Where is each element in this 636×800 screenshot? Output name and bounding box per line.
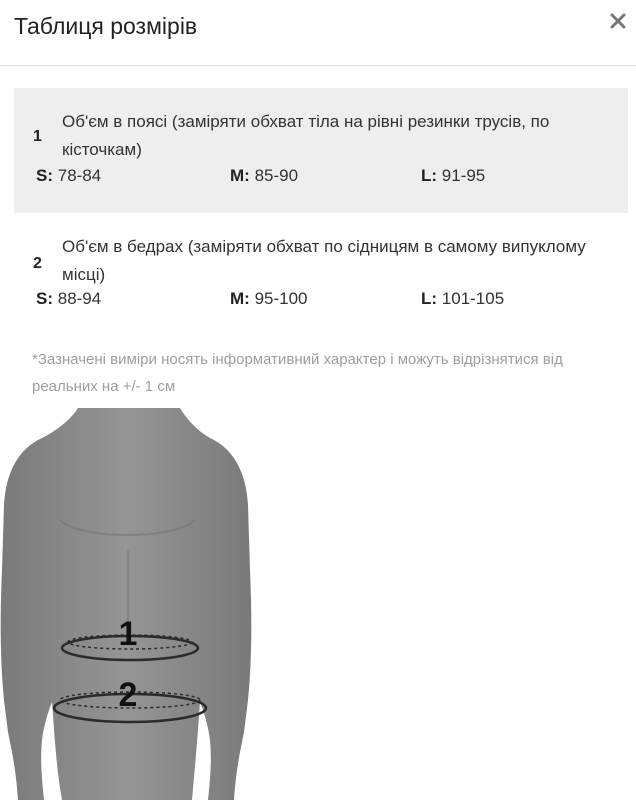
size-label: M: [230, 166, 250, 185]
size-label: L: [421, 166, 438, 185]
size-label: M: [230, 289, 250, 308]
size-l [421, 289, 504, 309]
size-m [230, 166, 298, 186]
size-value: 85-90 [254, 166, 299, 185]
size-value: 78-84 [57, 166, 102, 185]
row-number: 1 [33, 128, 42, 145]
measurement-note: *Зазначені виміри носять інформативний характер і можуть відрізнятися від реальних на +/- 1 см [32, 351, 563, 395]
close-button[interactable] [607, 10, 629, 32]
marker-1: 1 [118, 615, 138, 653]
modal-header [0, 0, 636, 66]
size-values [36, 166, 616, 192]
row-description: Об'єм в бедрах (заміряти обхват по сідницям в самому випуклому місці) [62, 237, 586, 284]
size-value: 101-105 [441, 289, 505, 308]
size-l [421, 166, 485, 186]
close-icon [607, 10, 629, 32]
row-number: 2 [33, 255, 42, 272]
size-value: 91-95 [441, 166, 486, 185]
marker-2: 2 [118, 676, 138, 714]
size-values [36, 289, 616, 315]
size-value: 88-94 [57, 289, 102, 308]
size-row-waist [14, 88, 628, 213]
size-value: 95-100 [254, 289, 308, 308]
row-description: Об'єм в поясі (заміряти обхват тіла на рівні резинки трусів, по кісточкам) [62, 112, 550, 159]
body-figure [0, 400, 290, 800]
size-m [230, 289, 308, 309]
size-label: S: [36, 166, 53, 185]
size-row-hips [14, 225, 628, 325]
size-s [36, 289, 101, 309]
size-label: S: [36, 289, 53, 308]
size-s [36, 166, 101, 186]
size-label: L: [421, 289, 438, 308]
modal-title: Таблиця розмірів [14, 13, 198, 39]
body-silhouette [1, 408, 252, 800]
